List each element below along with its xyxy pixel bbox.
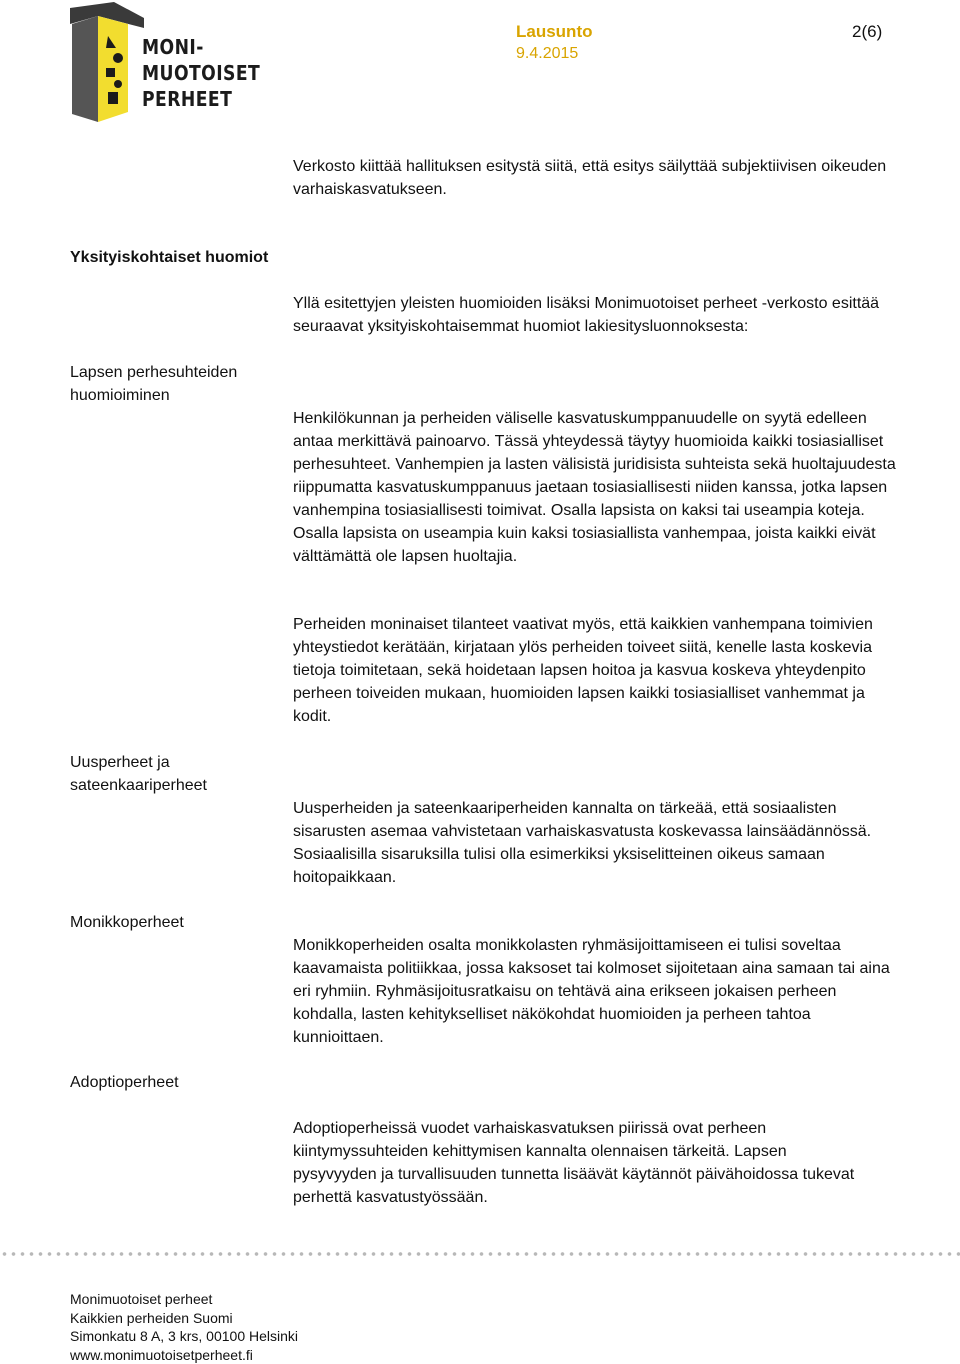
- topic-paragraph-adoption: Adoptioperheissä vuodet varhaiskasvatuksen piirissä ovat perheen kiintymyssuhteiden kehittymisen kannalta olennaisen tärkeitä. Lapsen pysyvyyden ja turvallisuuden tunnetta lisäävät käytännöt päivähoidossa tukevat perhettä kasvatustyössään.: [293, 1117, 863, 1209]
- footer-address: Simonkatu 8 A, 3 krs, 00100 Helsinki: [70, 1327, 298, 1346]
- intro-paragraph: Verkosto kiittää hallituksen esitystä siitä, että esitys säilyttää subjektiivisen oikeuden varhaiskasvatukseen.: [293, 155, 903, 201]
- logo-line-2: MUOTOISET: [142, 62, 260, 84]
- topic-label-multiples: Monikkoperheet: [70, 911, 280, 934]
- organization-logo: [68, 2, 248, 124]
- footer-website-link[interactable]: www.monimuotoisetperheet.fi: [70, 1346, 298, 1364]
- footer: [70, 1290, 298, 1364]
- topic-paragraph-multiples: Monikkoperheiden osalta monikkolasten ryhmäsijoittamiseen ei tulisi soveltaa kaavamaista politiikkaa, jossa kaksoset tai kolmoset sijoitetaan aina samaan tai aina eri ryhmiin. Ryhmäsijoitusratkaisu on tehtävä aina erikseen jokaisen perheen kohdalla, lasten kehitykselliset näkökohdat huomioiden ja perheen tahtoa kunnioittaen.: [293, 934, 903, 1049]
- house-logo-icon: [68, 2, 148, 124]
- document-type: Lausunto: [516, 20, 593, 43]
- footer-separator: [0, 1251, 960, 1257]
- topic-label-family-relations: Lapsen perhesuhteiden huomioiminen: [70, 361, 280, 407]
- topic-paragraph-blended-rainbow: Uusperheiden ja sateenkaariperheiden kannalta on tärkeää, että sosiaalisten sisarusten asemaa vahvistetaan varhaiskasvatusta koskevassa lainsäädännössä. Sosiaalisilla sisaruksilla tulisi olla esimerkiksi yksiselitteinen oikeus samaan hoitopaikkaan.: [293, 797, 903, 889]
- footer-parent-org: Kaikkien perheiden Suomi: [70, 1309, 298, 1328]
- section-intro-paragraph: Yllä esitettyjen yleisten huomioiden lisäksi Monimuotoiset perheet -verkosto esittää seuraavat yksityiskohtaisemmat huomiot lakiesitysluonnoksesta:: [293, 292, 903, 338]
- topic-paragraph-family-relations-1: Henkilökunnan ja perheiden väliselle kasvatuskumppanuudelle on syytä edelleen antaa merkittävä painoarvo. Tässä yhteydessä täytyy huomioida kaikki tosiasialliset perhesuhteet. Vanhempien ja lasten välisistä juridisista suhteista sekä huoltajuudesta riippumatta kasvatuskumppanuus jaetaan tosiasiallisesti niiden kanssa, jotka lapsen vanhempina tosiasiallisesti toimivat. Osalla lapsista on kaksi tai useampia koteja. Osalla lapsista on useampia kuin kaksi tosiasiallista vanhempaa, joista kaikki eivät välttämättä ole lapsen huoltajia.: [293, 407, 903, 568]
- footer-org: Monimuotoiset perheet: [70, 1290, 298, 1309]
- logo-line-3: PERHEET: [142, 88, 232, 110]
- logo-line-1: MONI-: [142, 36, 204, 58]
- page-number: 2(6): [852, 20, 882, 43]
- section-heading: Yksityiskohtaiset huomiot: [70, 246, 470, 269]
- document-date: 9.4.2015: [516, 42, 578, 65]
- topic-paragraph-family-relations-2: Perheiden moninaiset tilanteet vaativat myös, että kaikkien vanhempana toimivien yhteystiedot kerätään, kirjataan ylös perheiden toiveet siitä, kenelle lasta koskevia tietoja toimitetaan, sekä hoidetaan lapsen hoitoa ja kasvua koskeva yhteydenpito perheen toiveiden mukaan, huomioiden lapsen kaikki tosiasialliset vanhemmat ja kodit.: [293, 613, 903, 728]
- topic-label-blended-rainbow: Uusperheet ja sateenkaariperheet: [70, 751, 250, 797]
- topic-label-adoption: Adoptioperheet: [70, 1071, 280, 1094]
